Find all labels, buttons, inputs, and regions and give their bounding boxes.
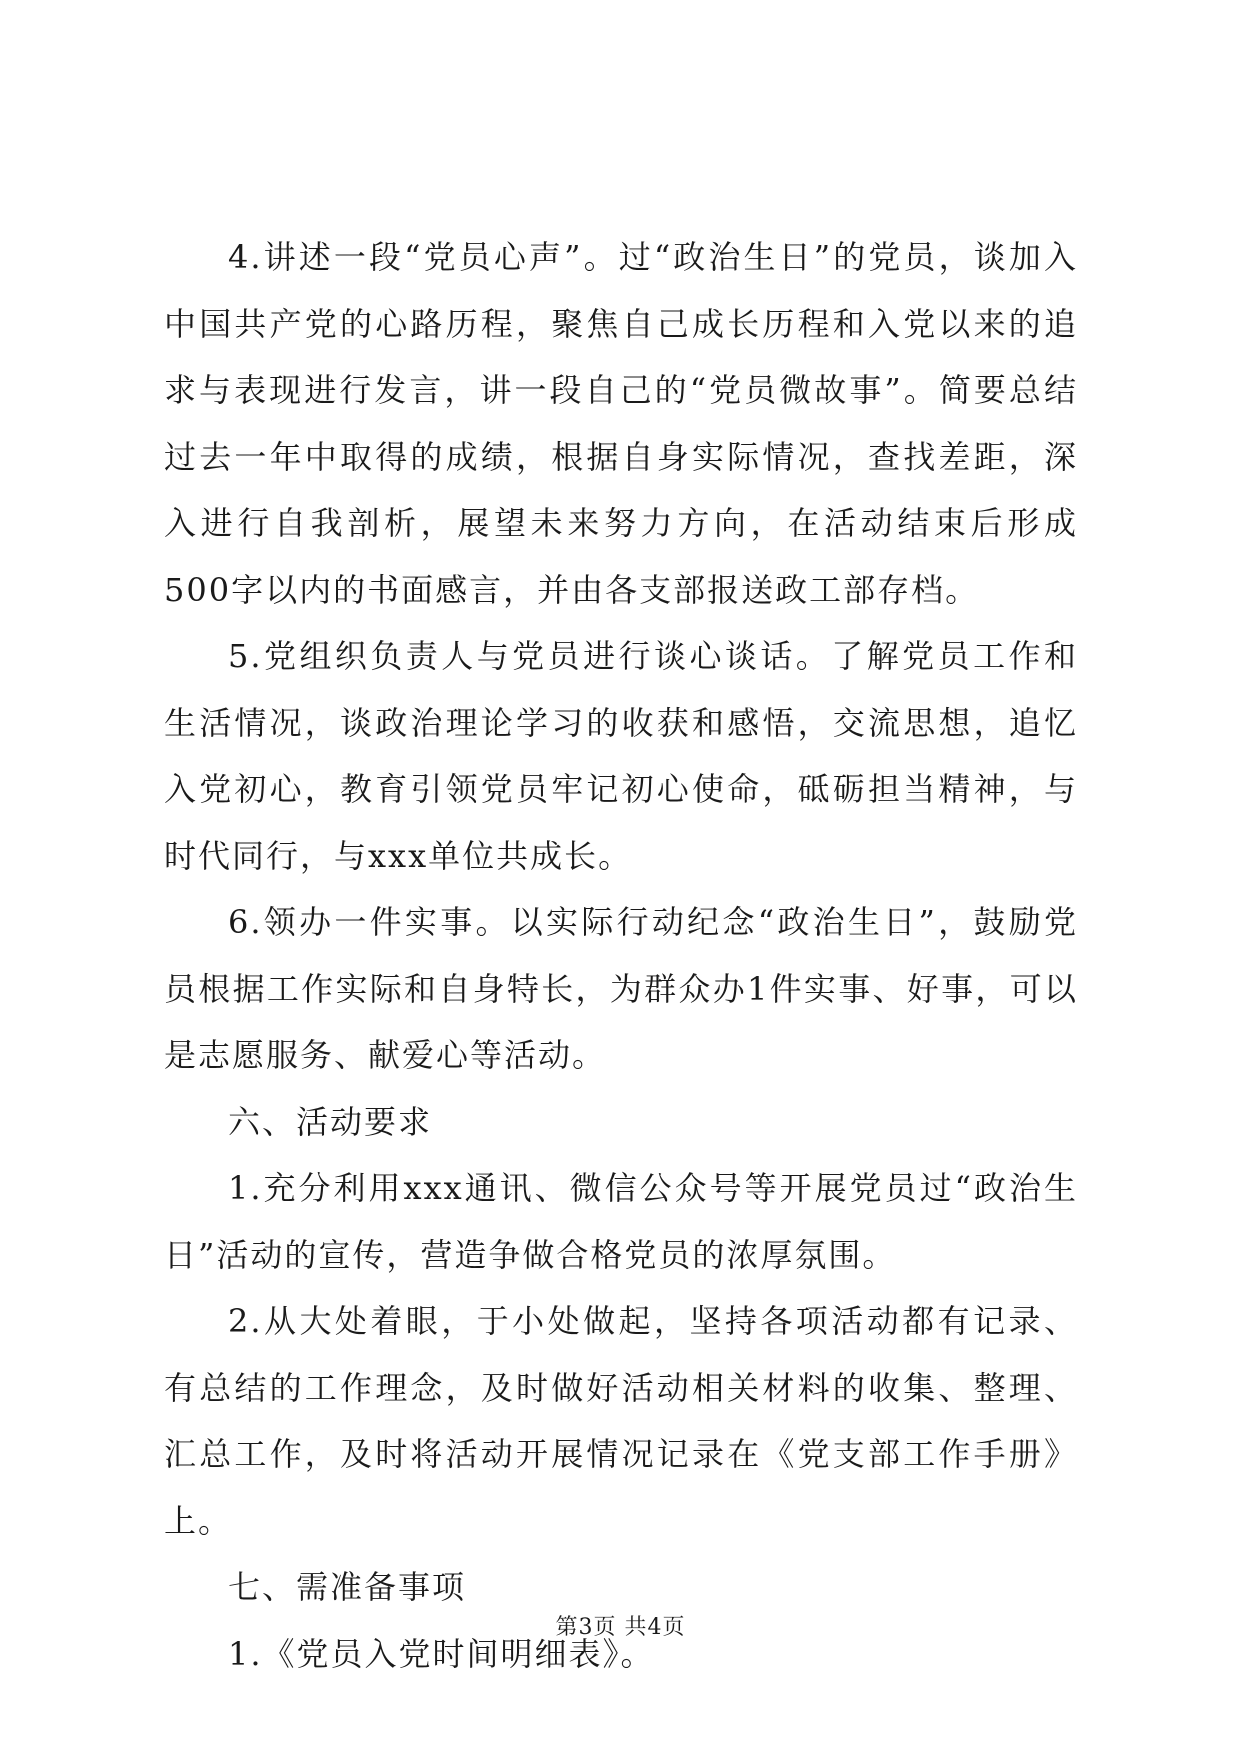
page-number-footer: 第3页 共4页 (555, 1615, 686, 1640)
paragraph-preparation-1: 1.《党员入党时间明细表》。 (228, 1634, 655, 1673)
section-heading-requirements: 六、活动要求 (228, 1102, 433, 1141)
paragraph-item-4: 4.讲述一段“党员心声”。过“政治生日”的党员，谈加入中国共产党的心路历程，聚焦自己成长历程和入党以来的追求与表现进行发言，讲一段自己的“党员微故事”。简要总结过去一年中取得的成绩，根据自身实际情况，查找差距，深入进行自我剖析，展望未来努力方向，在活动结束后形成500字以内的书面感言，并由各支部报送政工部存档。 (164, 238, 1078, 609)
section-heading-preparations: 七、需准备事项 (228, 1568, 467, 1606)
paragraph-item-6: 6.领办一件实事。以实际行动纪念“政治生日”，鼓励党员根据工作实际和自身特长，为群众办1件实事、好事，可以是志愿服务、献爱心等活动。 (164, 903, 1078, 1074)
document-body (164, 224, 1078, 1687)
paragraph-requirement-1: 1.充分利用xxx通讯、微信公众号等开展党员过“政治生日”活动的宣传，营造争做合格党员的浓厚氛围。 (164, 1169, 1078, 1274)
paragraph-requirement-2: 2.从大处着眼，于小处做起，坚持各项活动都有记录、有总结的工作理念，及时做好活动相关材料的收集、整理、汇总工作，及时将活动开展情况记录在《党支部工作手册》上。 (164, 1302, 1078, 1540)
paragraph-item-5: 5.党组织负责人与党员进行谈心谈话。了解党员工作和生活情况，谈政治理论学习的收获和感悟，交流思想，追忆入党初心，教育引领党员牢记初心使命，砥砺担当精神，与时代同行，与xxx单位共成长。 (164, 637, 1078, 875)
